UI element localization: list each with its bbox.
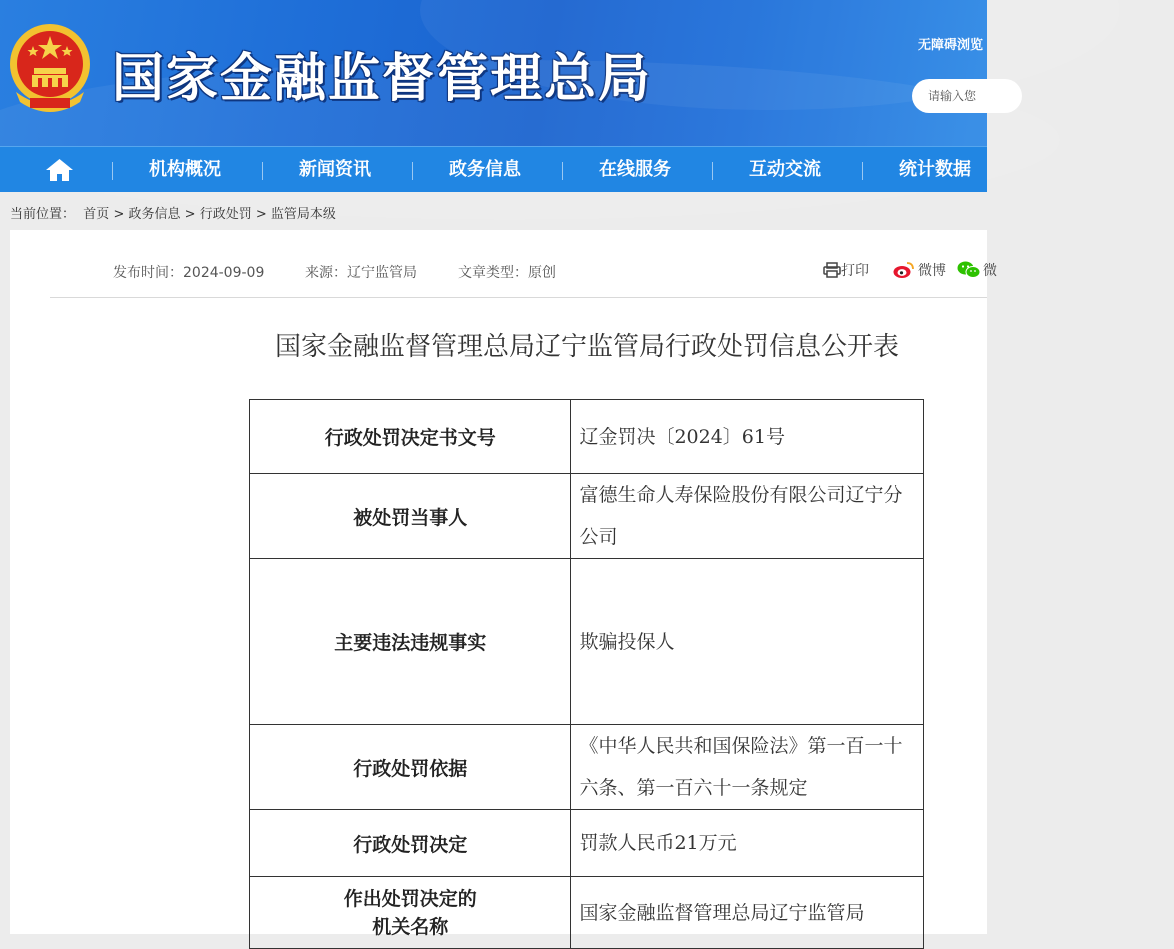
row-key: 被处罚当事人: [250, 474, 571, 559]
wechat-icon: [957, 261, 981, 279]
site-title: 国家金融监督管理总局: [112, 49, 653, 109]
nav-item-statistics[interactable]: 统计数据: [899, 159, 971, 180]
nav-separator: [862, 162, 863, 180]
type-value: 原创: [528, 265, 556, 281]
breadcrumb-bureau[interactable]: 监管局本级: [270, 207, 336, 222]
penalty-info-table: [249, 399, 924, 949]
nav-item-about[interactable]: 机构概况: [149, 159, 221, 180]
breadcrumb-prefix: 当前位置：: [10, 207, 76, 222]
breadcrumb-government-info[interactable]: 政务信息: [128, 207, 181, 222]
nav-item-online-service[interactable]: 在线服务: [599, 159, 671, 180]
main-nav: [0, 146, 987, 192]
breadcrumb-home[interactable]: 首页: [83, 207, 110, 222]
row-key: 行政处罚依据: [250, 725, 571, 810]
table-row: [250, 725, 924, 810]
weibo-icon: [893, 261, 915, 279]
type-label: 文章类型：: [458, 265, 528, 281]
publish-label: 发布时间：: [113, 265, 183, 281]
home-icon[interactable]: [46, 159, 73, 181]
national-emblem-icon: [8, 22, 92, 114]
print-button[interactable]: [823, 260, 869, 280]
row-value: 欺骗投保人: [571, 559, 924, 725]
search-input[interactable]: 请输入您: [912, 79, 1022, 113]
breadcrumb-separator: >: [113, 207, 125, 222]
printer-icon: [823, 262, 841, 278]
row-key: 行政处罚决定书文号: [250, 400, 571, 474]
nav-separator: [112, 162, 113, 180]
nav-separator: [412, 162, 413, 180]
breadcrumb-penalty[interactable]: 行政处罚: [199, 207, 252, 222]
source-info: [305, 262, 417, 282]
table-row: [250, 400, 924, 474]
table-row: [250, 559, 924, 725]
row-value: 罚款人民币21万元: [571, 810, 924, 877]
breadcrumb: [10, 203, 336, 222]
header-banner: [0, 0, 987, 146]
nav-item-interaction[interactable]: 互动交流: [749, 159, 821, 180]
row-key: [250, 877, 571, 949]
weibo-share-button[interactable]: [893, 260, 946, 280]
divider: [50, 297, 987, 298]
row-key-line: 机关名称: [372, 915, 449, 938]
breadcrumb-separator: >: [255, 207, 267, 222]
wechat-share-button[interactable]: [957, 260, 997, 280]
breadcrumb-separator: >: [184, 207, 196, 222]
nav-item-news[interactable]: 新闻资讯: [299, 159, 371, 180]
row-key: 行政处罚决定: [250, 810, 571, 877]
nav-item-government-info[interactable]: 政务信息: [449, 159, 521, 180]
table-row: [250, 877, 924, 949]
row-value: 辽金罚决〔2024〕61号: [571, 400, 924, 474]
wechat-label: 微: [983, 263, 997, 279]
article-title: 国家金融监督管理总局辽宁监管局行政处罚信息公开表: [274, 332, 899, 362]
nav-separator: [562, 162, 563, 180]
publish-date: 2024-09-09: [183, 265, 265, 281]
accessibility-link[interactable]: 无障碍浏览: [918, 38, 984, 53]
article-type-info: [458, 262, 556, 282]
nav-separator: [712, 162, 713, 180]
publish-info: [113, 262, 264, 282]
table-row: [250, 474, 924, 559]
source-value: 辽宁监管局: [347, 265, 417, 281]
print-label: 打印: [841, 263, 869, 279]
row-key-line: 作出处罚决定的: [343, 887, 477, 910]
weibo-label: 微博: [918, 263, 946, 279]
source-label: 来源：: [305, 265, 347, 281]
row-value: 《中华人民共和国保险法》第一百一十六条、第一百六十一条规定: [571, 725, 924, 810]
row-value: 国家金融监督管理总局辽宁监管局: [571, 877, 924, 949]
row-key: 主要违法违规事实: [250, 559, 571, 725]
table-row: [250, 810, 924, 877]
nav-separator: [262, 162, 263, 180]
row-value: 富德生命人寿保险股份有限公司辽宁分公司: [571, 474, 924, 559]
